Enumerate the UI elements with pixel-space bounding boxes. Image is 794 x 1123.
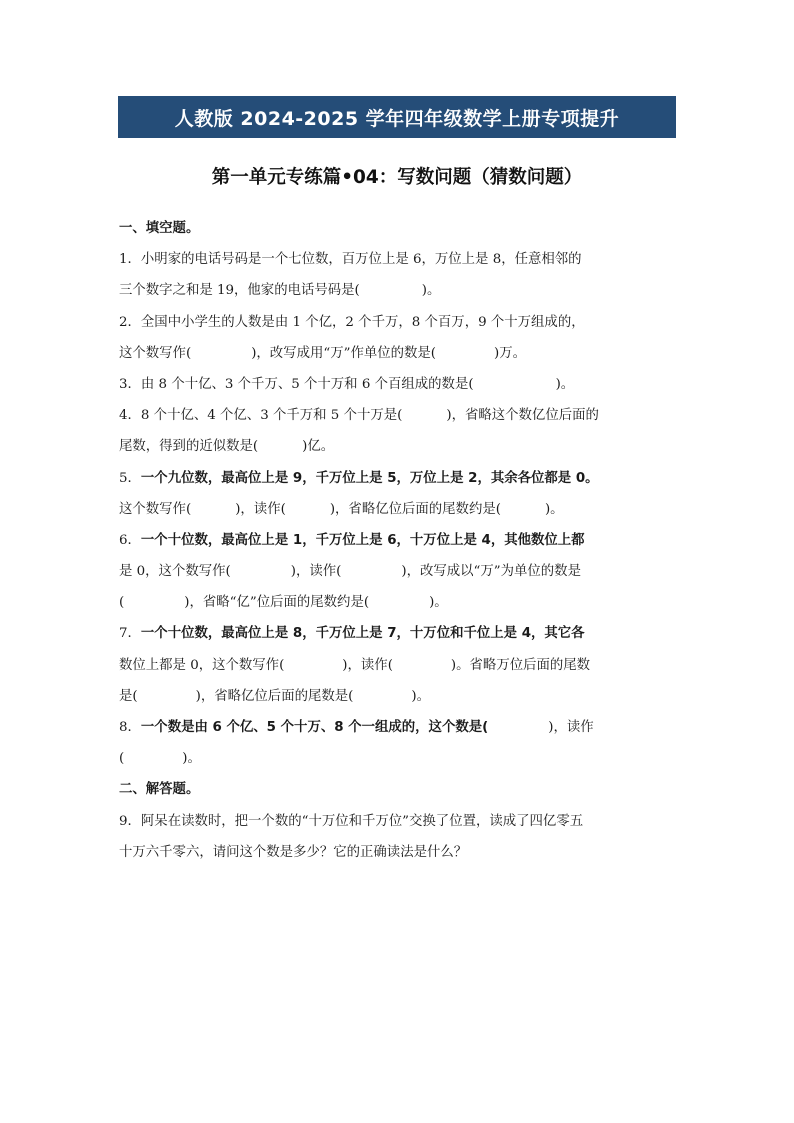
title-banner (118, 96, 676, 138)
question-6-line-1: 6．一个十位数，最高位上是 1，千万位上是 6，十万位上是 4，其他数位上都 (119, 532, 585, 548)
section-heading-answer: 二、解答题。 (119, 782, 200, 798)
question-1-line-1: 1．小明家的电话号码是一个七位数，百万位上是 6，万位上是 8，任意相邻的 (119, 252, 582, 268)
question-4-line-2: 尾数，得到的近似数是( )亿。 (119, 439, 335, 455)
question-8-line-2: ( )。 (119, 751, 201, 767)
question-7-line-3: 是( )，省略亿位后面的尾数是( )。 (119, 688, 430, 704)
question-8-line-1: 8．一个数是由 6 个亿、5 个十万、8 个一组成的，这个数是( )，读作 (119, 720, 594, 735)
question-1-line-2: 三个数字之和是 19，他家的电话号码是( )。 (119, 283, 441, 299)
question-content (119, 213, 679, 868)
question-5-line-2: 这个数写作( )，读作( )，省略亿位后面的尾数约是( )。 (119, 501, 564, 517)
section-heading-fill-blank: 一、填空题。 (119, 221, 200, 236)
question-6-line-2: 是 0，这个数写作( )，读作( )，改写成以“万”为单位的数是 (119, 564, 581, 580)
question-2-line-2: 这个数写作( )，改写成用“万”作单位的数是( )万。 (119, 345, 527, 361)
banner-title: 人教版 2024-2025 学年四年级数学上册专项提升 (174, 107, 620, 130)
question-4-line-1: 4．8 个十亿、4 个亿、3 个千万和 5 个十万是( )，省略这个数亿位后面的 (119, 408, 599, 424)
question-7-line-1: 7．一个十位数，最高位上是 8，千万位上是 7，十万位和千位上是 4，其它各 (119, 626, 585, 642)
question-9-line-1: 9．阿呆在读数时，把一个数的“十万位和千万位”交换了位置，读成了四亿零五 (119, 813, 584, 829)
question-5-line-1: 5．一个九位数，最高位上是 9，千万位上是 5，万位上是 2，其余各位都是 0。 (119, 470, 599, 486)
question-3-line-1: 3．由 8 个十亿、3 个千万、5 个十万和 6 个百组成的数是( )。 (119, 376, 575, 392)
question-2-line-1: 2．全国中小学生的人数是由 1 个亿，2 个千万，8 个百万，9 个十万组成的， (119, 314, 585, 330)
question-7-line-2: 数位上都是 0，这个数写作( )，读作( )。省略万位后面的尾数 (119, 657, 591, 673)
question-9-line-2: 十万六千零六，请问这个数是多少？它的正确读法是什么？ (119, 844, 468, 860)
unit-subtitle: 第一单元专练篇•04：写数问题（猜数问题） (211, 167, 583, 188)
question-6-line-3: ( )，省略“亿”位后面的尾数约是( )。 (119, 595, 448, 611)
